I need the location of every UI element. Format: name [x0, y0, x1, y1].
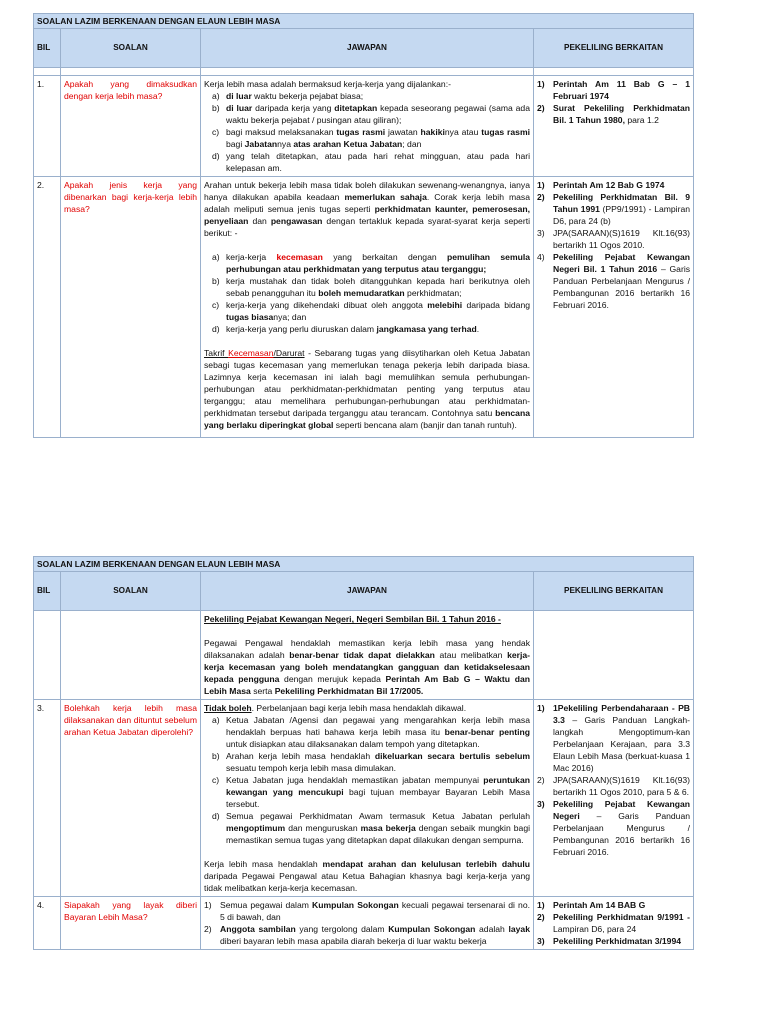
- faq-table-1: [33, 13, 693, 438]
- list-item: d) kerja-kerja yang perlu diuruskan dalam jangkamasa yang terhad.: [212, 324, 480, 334]
- question: Siapakah yang layak diberi Bayaran Lebih Masa?: [61, 897, 201, 950]
- answer-continued: Pekeliling Pejabat Kewangan Negeri, Negeri Sembilan Bil. 1 Tahun 2016 - Pegawai Pengawal hendaklah memastikan kerja lebih masa yang hendak dilaksanakan adalah benar-benar tidak dapat dielakkan atau melibatkan kerja-kerja kecemasan yang boleh mendatangkan gangguan dan ketidakselesaan kepada pengguna dengan merujuk kepada Perintah Am Bab G – Waktu dan Lebih Masa serta Pekeliling Perkhidmatan Bil 17/2005.: [201, 611, 534, 700]
- header-soalan: SOALAN: [61, 572, 201, 611]
- header-pekeliling: PEKELILING BERKAITAN: [534, 572, 694, 611]
- row-number: 2.: [34, 177, 61, 438]
- references: 1) Perintah Am 14 BAB G 2) Pekeliling Perkhidmatan 9/1991 - Lampiran D6, para 24 3) Pekeliling Perkhidmatan 3/1994: [534, 897, 694, 950]
- header-jawapan: JAWAPAN: [201, 29, 534, 68]
- definition: Takrif Kecemasan/Darurat - Sebarang tugas yang diisytiharkan oleh Ketua Jabatan sebagi tugas kecemasan yang memerlukan tenaga pekerja lebih daripada biasa. Lazimnya kerja kecemasan ini ialah bagi memulihkan semula perhubungan-perhubungan atau perkhidmatan-perkhidmatan penting yang terputus atau terganggu; atau memelihara perhubungan-perhubungan atau perkhidmatan-perkhidmatan tersebut daripada terganggu atau terancam. Contohnya satu bencana yang berlaku diperingkat global seperti bencana alam (banjir dan tanah runtuh).: [204, 348, 530, 430]
- list-item: c) bagi maksud melaksanakan tugas rasmi jawatan hakikinya atau tugas rasmi bagi Jabatannya atas arahan Ketua Jabatan; dan: [212, 127, 530, 149]
- answer-intro: Kerja lebih masa adalah bermaksud kerja-kerja yang dijalankan:-: [204, 79, 451, 89]
- answer: Arahan untuk bekerja lebih masa tidak boleh dilakukan sewenang-wenangnya, ianya hanya dilakukan apabila keadaan memerlukan sahaja. Corak kerja lebih masa adalah meliputi semua jenis tugas seperti perkhidmatan kaunter, pemerosesan, penyeliaan dan pengawasan dengan tertakluk kepada syarat-syarat kerja seperti berikut: - a) kerja-kerja kecemasan yang berkaitan dengan pemulihan semula perhubungan atau perkhidmatan yang terputus atau terganggu; b) kerja mustahak dan tidak boleh ditangguhkan kepada hari berikutnya oleh sebab penangguhan itu boleh memudaratkan perkhidmatan; c) kerja-kerja yang dikehendaki dibuat oleh anggota melebihi daripada bidang tugas biasanya; dan d) kerja-kerja yang perlu diuruskan dalam jangkamasa yang terhad. Takrif Kecemasan/Darurat - Sebarang tugas yang diisytiharkan oleh Ketua Jabatan sebagi tugas kecemasan yang memerlukan tenaga pekerja lebih daripada biasa. Lazimnya kerja kecemasan ini ialah bagi memulihkan semula perhubungan-perhubungan atau perkhidmatan-perkhidmatan penting yang terputus atau terganggu; atau memelihara perhubungan-perhubungan atau perkhidmatan-perkhidmatan tersebut daripada terganggu atau terancam. Contohnya satu bencana yang berlaku diperingkat global seperti bencana alam (banjir dan tanah runtuh).: [201, 177, 534, 438]
- list-item: d) yang telah ditetapkan, atau pada hari rehat mingguan, atau pada hari kelepasan am.: [212, 151, 530, 173]
- list-item: a) kerja-kerja kecemasan yang berkaitan dengan pemulihan semula perhubungan atau perkhidmatan yang terputus atau terganggu;: [212, 252, 530, 274]
- list-item: c) Ketua Jabatan juga hendaklah memastikan jabatan mempunyai peruntukan kewangan yang mencukupi bagi tujuan membayar Bayaran Lebih Masa tersebut.: [212, 775, 530, 809]
- circular-title: Pekeliling Pejabat Kewangan Negeri, Negeri Sembilan Bil. 1 Tahun 2016 -: [204, 614, 501, 624]
- header-jawapan: JAWAPAN: [201, 572, 534, 611]
- list-item: 2) Anggota sambilan yang tergolong dalam Kumpulan Sokongan adalah layak diberi bayaran lebih masa apabila diarah bekerja di luar waktu bekerja: [204, 924, 530, 946]
- list-item: c) kerja-kerja yang dikehendaki dibuat oleh anggota melebihi daripada bidang tugas biasanya; dan: [212, 300, 531, 322]
- references: 1) Perintah Am 12 Bab G 1974 2) Pekeliling Perkhidmatan Bil. 9 Tahun 1991 (PP9/1991) - Lampiran D6, para 24 (b) 3) JPA(SARAAN)(S)1619 Klt.16(93) bertarikh 11 Ogos 2010. 4) Pekeliling Pejabat Kewangan Negeri Bil. 1 Tahun 2016 – Garis Panduan Perbelanjaan Mengurus / Pembangunan 2016 bertarikh 16 Februari 2016.: [534, 177, 694, 438]
- faq-table-2: [33, 556, 693, 950]
- answer: Tidak boleh. Perbelanjaan bagi kerja lebih masa hendaklah dikawal. a) Ketua Jabatan /Agensi dan pegawai yang mengarahkan kerja lebih masa hendaklah berpuas hati bahawa kerja lebih masa itu benar-benar penting untuk disiapkan atau dilaksanakan dalam tempoh yang ditetapkan. b) Arahan kerja lebih masa hendaklah dikeluarkan secara bertulis sebelum sesuatu tempoh kerja lebih masa dimulakan. c) Ketua Jabatan juga hendaklah memastikan jabatan mempunyai peruntukan kewangan yang mencukupi bagi tujuan membayar Bayaran Lebih Masa tersebut. d) Semua pegawai Perkhidmatan Awam termasuk Ketua Jabatan perlulah mengoptimum dan menguruskan masa bekerja dengan sebaik mungkin bagi memastikan semua tugas yang ditetapkan dapat dilakukan dengan sempurna. Kerja lebih masa hendaklah mendapat arahan dan kelulusan terlebih dahulu daripada Pegawai Pengawal atau Ketua Bahagian khasnya bagi kerja-kerja yang tidak melibatkan kerja-kerja kecemasan.: [201, 700, 534, 897]
- list-item: a) di luar waktu bekerja pejabat biasa;: [212, 91, 364, 101]
- header-bil: BIL: [34, 29, 61, 68]
- row-number: 3.: [34, 700, 61, 897]
- list-item: d) Semua pegawai Perkhidmatan Awam termasuk Ketua Jabatan perlulah mengoptimum dan menguruskan masa bekerja dengan sebaik mungkin bagi memastikan semua tugas yang ditetapkan dapat dilakukan dengan sempurna.: [212, 811, 531, 845]
- table-row: [34, 611, 694, 700]
- question: Bolehkah kerja lebih masa dilaksanakan dan dituntut sebelum arahan Ketua Jabatan diperolehi?: [61, 700, 201, 897]
- table-title: SOALAN LAZIM BERKENAAN DENGAN ELAUN LEBIH MASA: [34, 14, 694, 29]
- references: 1) Perintah Am 11 Bab G – 1 Februari 1974 2) Surat Pekeliling Perkhidmatan Bil. 1 Tahun 1980, para 1.2: [534, 76, 694, 177]
- list-item: b) di luar daripada kerja yang ditetapkan kepada seseorang pegawai (sama ada waktu bekerja pejabat / pusingan atau giliran);: [212, 103, 530, 125]
- references: 1) 1Pekeliling Perbendaharaan - PB 3.3 – Garis Panduan Langkah-langkah Mengoptimum-kan Perbelanjaan Kerajaan, para 3.3 Elaun Lebih Masa (berkuat-kuasa 1 Mac 2016) 2) JPA(SARAAN)(S)1619 Klt.16(93) bertarikh 11 Ogos 2010, para 5 & 6. 3) Pekeliling Pejabat Kewangan Negeri – Garis Panduan Perbelanjaan Mengurus / Pembangunan 2016 bertarikh 16 Februari 2016.: [534, 700, 694, 897]
- row-number: 4.: [34, 897, 61, 950]
- list-item: 1) Semua pegawai dalam Kumpulan Sokongan kecuali pegawai tersenarai di no. 5 di bawah, dan: [204, 900, 531, 922]
- table-row: [34, 700, 694, 897]
- question: Apakah jenis kerja yang dibenarkan bagi kerja-kerja lebih masa?: [61, 177, 201, 438]
- table-title: SOALAN LAZIM BERKENAAN DENGAN ELAUN LEBIH MASA: [34, 557, 694, 572]
- question: Apakah yang dimaksudkan dengan kerja lebih masa?: [61, 76, 201, 177]
- table-row: [34, 897, 694, 950]
- list-item: b) kerja mustahak dan tidak boleh ditangguhkan kepada hari berikutnya oleh sebab penangguhan itu boleh memudaratkan perkhidmatan;: [212, 276, 530, 298]
- list-item: b) Arahan kerja lebih masa hendaklah dikeluarkan secara bertulis sebelum sesuatu tempoh kerja lebih masa dimulakan.: [212, 751, 530, 773]
- header-pekeliling: PEKELILING BERKAITAN: [534, 29, 694, 68]
- table-row: [34, 76, 694, 177]
- header-soalan: SOALAN: [61, 29, 201, 68]
- answer: [201, 76, 534, 177]
- row-number: 1.: [34, 76, 61, 177]
- table-row: [34, 177, 694, 438]
- answer: [201, 897, 534, 950]
- header-bil: BIL: [34, 572, 61, 611]
- list-item: a) Ketua Jabatan /Agensi dan pegawai yang mengarahkan kerja lebih masa hendaklah berpuas hati bahawa kerja lebih masa itu benar-benar penting untuk disiapkan atau dilaksanakan dalam tempoh yang ditetapkan.: [212, 715, 530, 749]
